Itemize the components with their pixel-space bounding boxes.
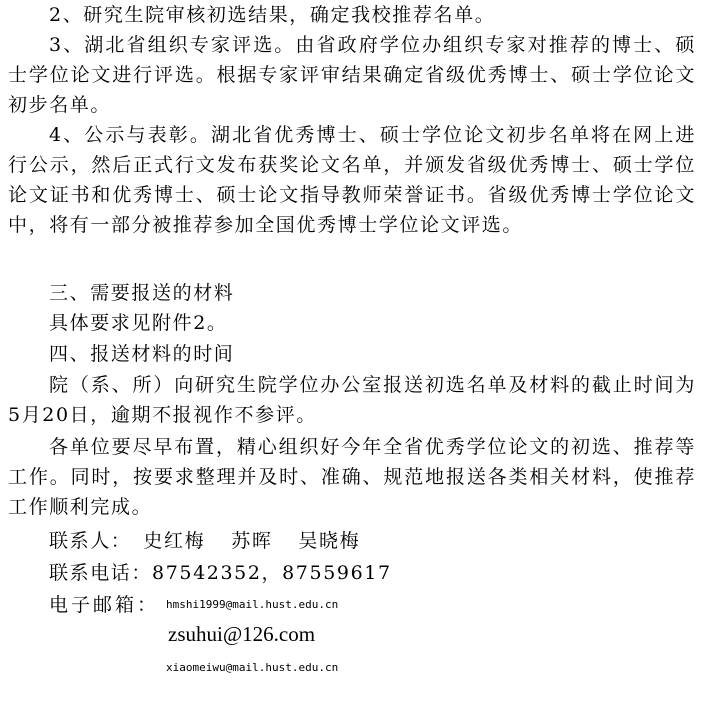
paragraph-submission-time: 院（系、所）向研究生院学位办公室报送初选名单及材料的截止时间为5月20日，逾期不报视作不参评。 [8, 374, 696, 426]
email-address: hmshi1999@mail.hust.edu.cn [166, 598, 339, 611]
contact-label: 联系人： [49, 530, 132, 552]
paragraph-materials: 具体要求见附件2。 [49, 312, 228, 334]
heading-materials: 三、需要报送的材料 [49, 282, 235, 304]
contact-persons [49, 526, 360, 556]
email-address: zsuhui@126.com [168, 622, 316, 646]
email-label: 电子邮箱： [49, 594, 160, 616]
contact-name: 吴晓梅 [298, 530, 361, 552]
contact-name: 史红梅 [143, 530, 206, 552]
phone-label: 联系电话： [49, 562, 153, 584]
paragraph-step-4: 4、公示与表彰。湖北省优秀博士、硕士学位论文初步名单将在网上进行公示，然后正式行文发布获奖论文名单，并颁发省级优秀博士、硕士学位论文证书和优秀博士、硕士论文指导教师荣誉证书。省级优秀博士学位论文中，将有一部分被推荐参加全国优秀博士学位论文评选。 [8, 124, 696, 236]
email-address: xiaomeiwu@mail.hust.edu.cn [166, 661, 339, 674]
paragraph-step-3: 3、湖北省组织专家评选。由省政府学位办组织专家对推荐的博士、硕士学位论文进行评选。根据专家评审结果确定省级优秀博士、硕士学位论文初步名单。 [8, 34, 696, 116]
contact-phone [49, 558, 392, 588]
phone-numbers: 87542352，87559617 [152, 562, 392, 584]
paragraph-closing: 各单位要尽早布置，精心组织好今年全省优秀学位论文的初选、推荐等工作。同时，按要求整理并及时、准确、规范地报送各类相关材料，使推荐工作顺利完成。 [8, 436, 696, 518]
contact-name: 苏晖 [231, 530, 273, 552]
heading-submission-time: 四、报送材料的时间 [49, 343, 235, 365]
paragraph-step-2: 2、研究生院审核初选结果，确定我校推荐名单。 [49, 4, 496, 26]
